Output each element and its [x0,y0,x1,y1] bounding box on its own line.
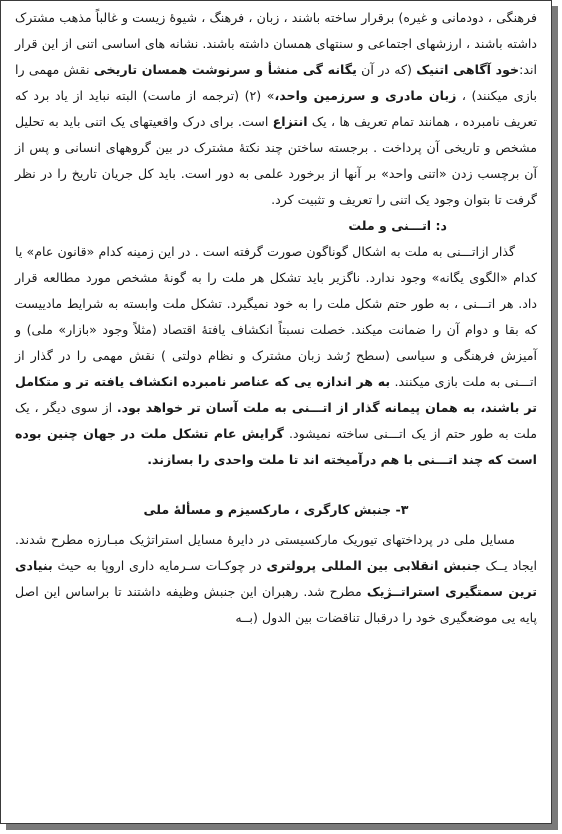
paragraph-ethnicity-to-nation [15,239,537,473]
section-title: ۳- جنبش کارگری ، مارکسیزم و مسألهٔ ملی [143,502,409,517]
text-run: فرهنگی ، دودمانی و غیره) برقرار ساخته باشند ، زبان ، فرهنگ ، شیوهٔ زیست و غالباً مذهب مشترک داشته باشند ، ارزشهای اجتماعی و سنتهای همسان داشته باشند. نشانه های اساسی اتنی از این قرار اند: [15,10,537,77]
subheading-ethnicity-and-nation: د: اتـــنی و ملت [348,218,447,233]
bold-statement: گرایش عام تشکل ملت در جهان چنین بوده است که چند اتـــنی با هم درآمیخته اند تا ملت واحدی را بسازند. [15,426,537,467]
bold-term: انتزاع [272,114,308,129]
page-content [15,5,537,631]
bold-statement: به هر اندازه یی که عناصر نامبرده انکشاف یافته تر و متکامل تر باشند، به همان پیمانه گذار از اتـــنی به ملت آسان تر خواهد بود. [15,374,537,415]
text-run: نقش مهمی را بازی میکنند) ، [15,62,537,103]
text-run: گذار ازاتـــنی به ملت به اشکال گوناگون صورت گرفته است . در این زمینه کدام «قانون عام» یا کدام «الگوی یگانه» وجود ندارد. ناگزیر باید تشکل هر ملت را به گونهٔ مشخص مورد مطالعه قرار داد. هر اتـــنی ، به طور حتم شکل ملت را به خود نمیگیرد. تشکل ملت وابسته به شرایط مادییست که بقا و دوام آن را ضمانت میکند. خصلت نسبتاً انکشاف یافتهٔ اقتصاد (مثلاً وجود «بازار» ملی) و آمیزش فرهنگی و سیاسی (سطح رُشد زبان مشترک و نظام دولتی ) نقش مهمی را در گذار از اتـــنی به ملت بازی میکنند. [15,244,538,389]
bold-term: خود آگاهی اتنیک [416,62,520,77]
text-run: در چوکـات سـرمایه داری اروپا به حیث [52,558,267,573]
bold-term: زبان مادری و سرزمین واحد، [274,88,457,103]
paragraph-marxism-national-question [15,527,537,631]
bold-term: بنیادی ترین سمتگیری استراتــژیک [15,558,537,599]
text-run: » (۲) (ترجمه از ماست) البته نباید از یاد برد که تعریف نامبرده ، همانند تمام تعریف ها ، یک [15,88,537,129]
text-run: است. برای درک واقعیتهای یک اتنی باید به تحلیل مشخص و تاریخی آن پرداخت . برجسته ساختن چند نکتهٔ مشترک در بین گروههای انسانی و پس از آن برچسب زدن «اتنی واحد» بر آنها از برخورد علمی به دور است. باید کل جریان تاریخ را در نظر گرفت تا بتوان وجود یک اتنی را تعریف و تثبیت کرد. [15,114,537,207]
text-run: (که در آن [356,62,417,77]
bold-term: یگانه گی منشأ و سرنوشت همسان تاریخی [93,62,357,77]
text-run: مطرح شد. رهبران این جنبش وظیفه داشتند تا براساس این اصل پایه یی موضعگیری خود را درقبال تناقضات بین الدول (بــه [15,584,537,625]
text-run: مسایل ملی در پرداختهای تیوریک مارکسیستی در دایرهٔ مسایل استراتژیک مبـارزه مطرح شدند. ایجاد یــک [15,532,537,573]
bold-term: جنبش انقلابی بین المللی پرولتری [266,558,481,573]
paragraph-ethnicity-definition [15,5,537,213]
text-run: از سوی دیگر ، یک ملت به طور حتم از یک اتـــنی ساخته نمیشود. [15,400,537,441]
